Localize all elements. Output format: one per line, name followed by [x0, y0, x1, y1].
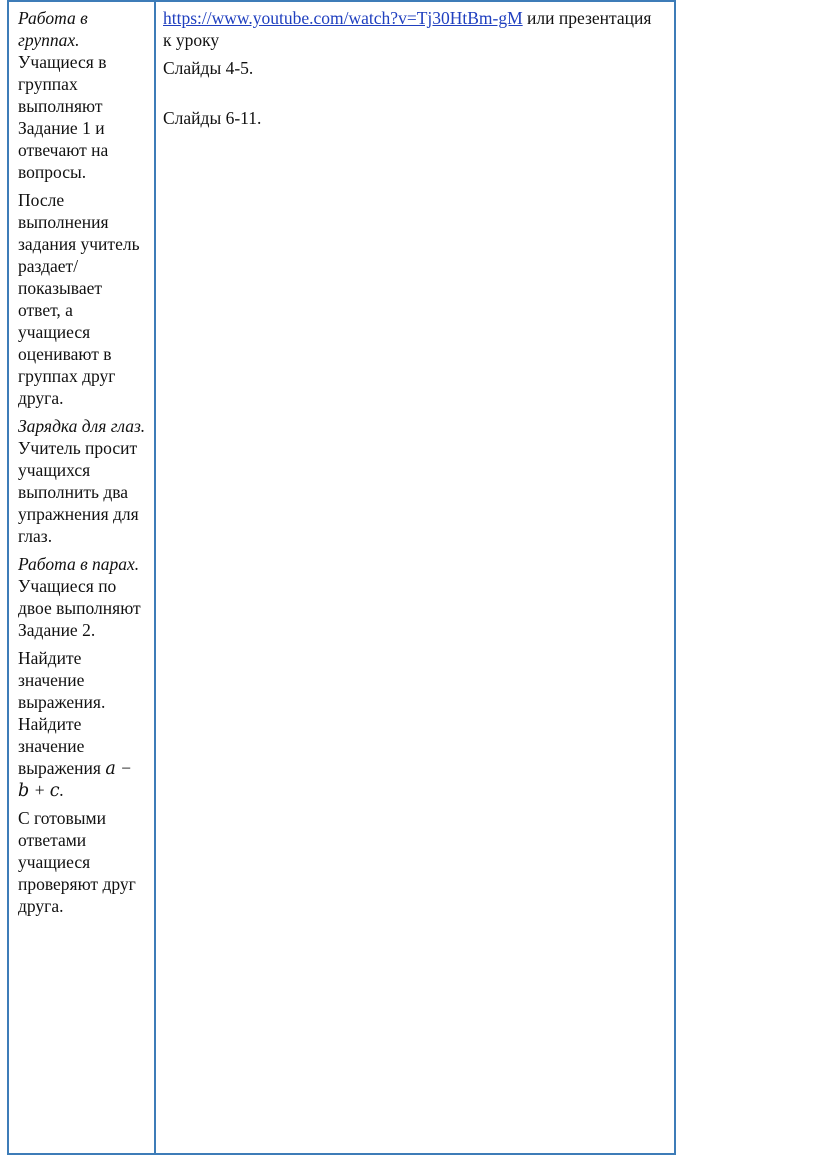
- group-work-heading: Работа в группах.: [18, 8, 88, 50]
- slides-4-5: Слайды 4-5.: [163, 58, 254, 78]
- eye-exercise-heading: Зарядка для глаз.: [18, 416, 146, 436]
- resource-paragraph: [163, 7, 663, 51]
- eye-exercise-text: Учитель просит учащихся выполнить два упражнения для глаз.: [18, 438, 139, 546]
- pair-work-heading: Работа в парах.: [18, 554, 140, 574]
- left-column: [18, 7, 146, 923]
- eye-exercise-paragraph: [18, 415, 146, 547]
- resource-suffix: или презентация к уроку: [163, 8, 652, 50]
- spacer: [163, 85, 663, 107]
- find-value-paragraph: [18, 647, 146, 801]
- check-answers-text: С готовыми ответами учащиеся проверяют друг друга.: [18, 808, 136, 916]
- find-value-text-a: Найдите значение выражения.: [18, 648, 106, 712]
- column-divider: [154, 2, 156, 1153]
- pair-work-text: Учащиеся по двое выполняют Задание 2.: [18, 576, 141, 640]
- right-column: [163, 7, 663, 135]
- group-work-paragraph: [18, 7, 146, 183]
- after-task-text: После выполнения задания учитель раздает/показывает ответ, а учащиеся оценивают в группах друг друга.: [18, 190, 140, 408]
- slides-6-11: Слайды 6-11.: [163, 108, 262, 128]
- lesson-table: [7, 0, 676, 1155]
- pair-work-paragraph: [18, 553, 146, 641]
- check-answers-paragraph: [18, 807, 146, 917]
- after-task-paragraph: [18, 189, 146, 409]
- find-value-text-b: Найдите значение выражения: [18, 714, 101, 778]
- group-work-text: Учащиеся в группах выполняют Задание 1 и отвечают на вопросы.: [18, 52, 109, 182]
- youtube-link[interactable]: https://www.youtube.com/watch?v=Tj30HtBm-gM: [163, 8, 523, 28]
- math-expression: 𝑎 − 𝑏 + 𝑐.: [18, 758, 132, 800]
